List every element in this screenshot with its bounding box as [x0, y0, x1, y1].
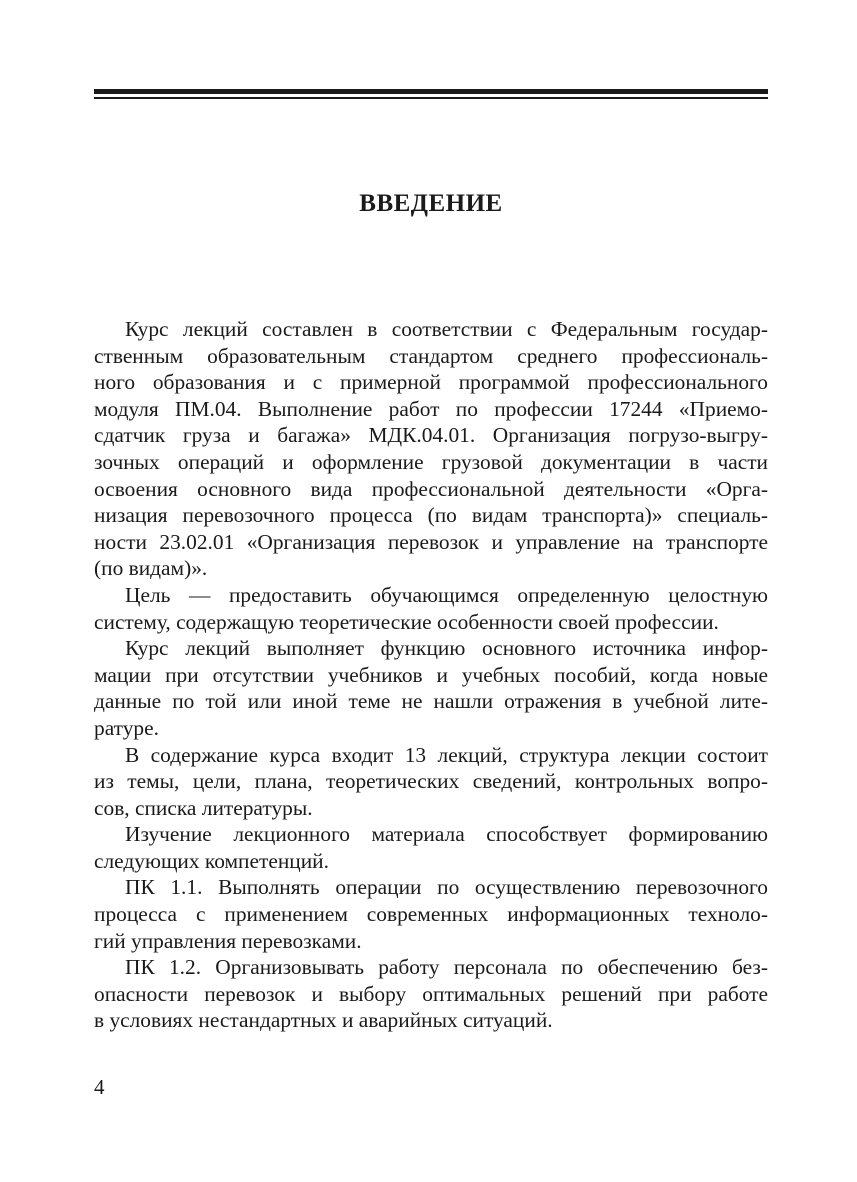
text-line: из темы, цели, плана, теоретических сведений, контрольных вопро- [94, 769, 768, 794]
paragraph [94, 635, 768, 741]
page-number: 4 [94, 1075, 105, 1099]
text-line: ратуре. [94, 715, 159, 740]
text-line: модуля ПМ.04. Выполнение работ по профессии 17244 «Приемо- [94, 396, 768, 421]
text-line: сов, списка литературы. [94, 795, 313, 820]
text-line: Курс лекций выполняет функцию основного источника инфор- [125, 636, 768, 661]
text-line: Цель — предоставить обучающимся определенную целостную [125, 582, 768, 607]
text-line: следующих компетенций. [94, 848, 329, 873]
text-line: гий управления перевозками. [94, 928, 362, 953]
text-line: данные по той или иной теме не нашли отражения в учебной лите- [94, 689, 768, 714]
text-line: ности 23.02.01 «Организация перевозок и управление на транспорте [94, 529, 768, 554]
text-line: опасности перевозок и выбору оптимальных решений при работе [94, 981, 768, 1006]
text-line: Изучение лекционного материала способствует формированию [125, 822, 768, 847]
text-line: ПК 1.1. Выполнять операции по осуществлению перевозочного [125, 875, 768, 900]
text-line: систему, содержащую теоретические особенности своей профессии. [94, 609, 719, 634]
text-line: ственным образовательным стандартом среднего профессиональ- [94, 343, 768, 368]
paragraph [94, 742, 768, 822]
text-line: В содержание курса входит 13 лекций, структура лекции состоит [125, 742, 768, 767]
text-line: ного образования и с примерной программой профессионального [94, 370, 768, 395]
paragraph [94, 316, 768, 582]
header-rule-thin [94, 97, 768, 99]
paragraph [94, 582, 768, 635]
text-line: низация перевозочного процесса (по видам транспорта)» специаль- [94, 503, 768, 528]
paragraph [94, 954, 768, 1034]
paragraph [94, 821, 768, 874]
paragraph [94, 874, 768, 954]
page-title: ВВЕДЕНИЕ [359, 190, 503, 217]
text-line: Курс лекций составлен в соответствии с Федеральным государ- [125, 317, 768, 341]
text-line: процесса с применением современных информационных техноло- [94, 902, 768, 927]
text-line: (по видам)». [94, 556, 208, 581]
body-text [94, 316, 768, 1034]
text-line: в условиях нестандартных и аварийных ситуаций. [94, 1008, 553, 1033]
text-line: мации при отсутствии учебников и учебных пособий, когда новые [94, 662, 768, 687]
text-line: сдатчик груза и багажа» МДК.04.01. Организация погрузо-выгру- [94, 423, 768, 448]
text-line: зочных операций и оформление грузовой документации в части [94, 449, 768, 474]
header-rule-thick [94, 89, 768, 94]
text-line: ПК 1.2. Организовывать работу персонала по обеспечению без- [125, 955, 768, 980]
text-line: освоения основного вида профессиональной деятельности «Орга- [94, 476, 768, 501]
